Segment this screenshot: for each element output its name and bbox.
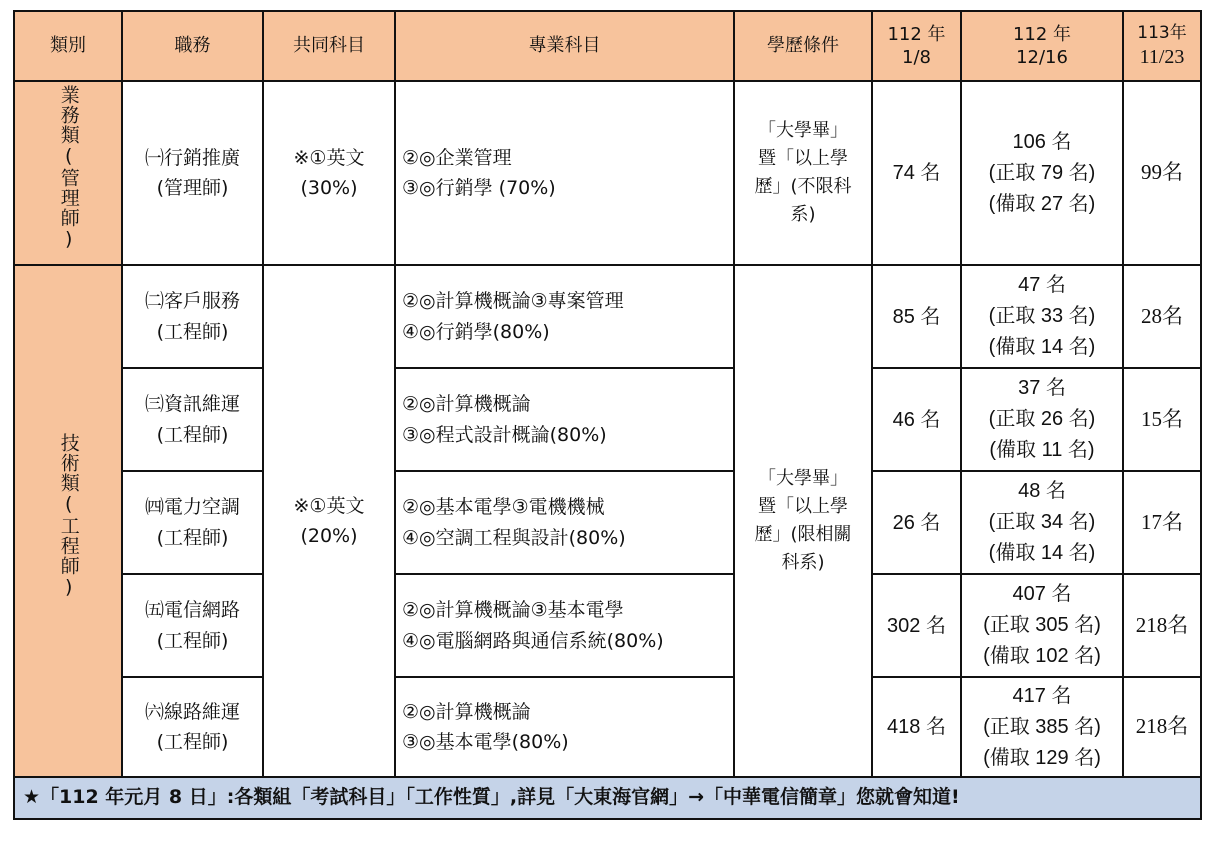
position-cell	[122, 677, 263, 777]
table-row	[14, 471, 1201, 574]
header-112-1216-date: 12/16	[1016, 47, 1068, 68]
position-name: ㈢資訊維運	[144, 393, 240, 416]
professional-line-2: ④◎行銷學(80%)	[402, 320, 550, 343]
count-112-1216-admitted: (正取 385 名)	[983, 715, 1101, 738]
count-112-1216-cell	[961, 677, 1123, 777]
count-113-1123: 17名	[1123, 471, 1201, 574]
header-113-1123-date: 11/23	[1139, 46, 1185, 69]
count-113-1123: 99名	[1123, 81, 1201, 265]
count-112-1216-waitlist: (備取 11 名)	[989, 439, 1095, 461]
category-technical	[14, 265, 122, 777]
position-name: ㈠行銷推廣	[144, 146, 240, 169]
category-technical-label: 技術類(工程師)	[57, 433, 80, 600]
count-112-1216-cell	[961, 81, 1123, 265]
professional-subject-cell	[395, 574, 734, 677]
category-business	[14, 81, 122, 265]
common-subject: ※①英文	[293, 146, 365, 169]
professional-line-1: ②◎計算機概論③專案管理	[402, 290, 624, 313]
count-112-1216-admitted: (正取 26 名)	[988, 408, 1096, 430]
education-line-1: 「大學畢」	[758, 468, 848, 490]
header-113-1123-year: 113年	[1137, 22, 1187, 43]
count-112-1216-total: 106 名	[1012, 130, 1072, 153]
count-112-0108: 46 名	[872, 368, 961, 471]
table-row	[14, 574, 1201, 677]
count-112-1216-cell	[961, 265, 1123, 368]
education-line-4: 系)	[790, 203, 816, 225]
professional-subject-cell	[395, 81, 734, 265]
count-113-1123: 15名	[1123, 368, 1201, 471]
count-112-0108: 418 名	[872, 677, 961, 777]
category-business-label: 業務類(管理師)	[57, 85, 80, 252]
count-112-1216-total: 407 名	[1012, 583, 1072, 605]
professional-line-2: ③◎行銷學 (70%)	[402, 177, 556, 199]
position-title: (工程師)	[156, 731, 229, 753]
common-weight: (20%)	[300, 525, 358, 547]
header-112-1216-year: 112 年	[1012, 23, 1072, 45]
professional-subject-cell	[395, 265, 734, 368]
professional-line-1: ②◎計算機概論	[402, 393, 531, 416]
professional-line-1: ②◎計算機概論	[402, 700, 531, 723]
table-row	[14, 265, 1201, 368]
header-position: 職務	[122, 11, 263, 81]
count-112-1216-waitlist: (備取 27 名)	[988, 192, 1096, 215]
position-title: (管理師)	[156, 177, 229, 199]
position-name: ㈡客戶服務	[144, 290, 240, 313]
header-112-0108	[872, 11, 961, 81]
count-112-1216-waitlist: (備取 14 名)	[988, 336, 1096, 358]
footnote-row	[14, 777, 1201, 819]
common-subject: ※①英文	[293, 494, 365, 517]
professional-subject-cell	[395, 677, 734, 777]
position-name: ㈥線路維運	[144, 700, 240, 723]
header-category: 類別	[14, 11, 122, 81]
header-112-0108-year: 112 年	[887, 23, 946, 45]
count-112-1216-waitlist: (備取 129 名)	[983, 746, 1101, 769]
count-112-1216-waitlist: (備取 102 名)	[983, 645, 1101, 667]
position-name: ㈣電力空調	[144, 496, 240, 519]
count-113-1123: 218名	[1123, 677, 1201, 777]
exam-table	[13, 10, 1202, 820]
education-cell	[734, 81, 872, 265]
position-title: (工程師)	[156, 320, 229, 343]
professional-line-1: ②◎計算機概論③基本電學	[402, 599, 624, 622]
count-112-1216-total: 417 名	[1012, 684, 1072, 707]
count-113-1123: 218名	[1123, 574, 1201, 677]
exam-table-container	[13, 10, 1200, 820]
position-cell	[122, 471, 263, 574]
header-row	[14, 11, 1201, 81]
education-line-4: 科系)	[781, 551, 825, 573]
professional-subject-cell	[395, 368, 734, 471]
position-cell	[122, 574, 263, 677]
footnote: ★「112 年元月 8 日」:各類組「考試科目」「工作性質」,詳見「大東海官網」→「中華電信簡章」您就會知道!	[14, 777, 1201, 819]
count-112-1216-total: 37 名	[1018, 377, 1066, 399]
count-112-1216-waitlist: (備取 14 名)	[988, 542, 1096, 564]
education-line-2: 暨「以上學	[758, 496, 848, 518]
count-112-1216-cell	[961, 471, 1123, 574]
table-row	[14, 368, 1201, 471]
count-112-1216-admitted: (正取 33 名)	[988, 305, 1096, 327]
count-112-0108: 74 名	[872, 81, 961, 265]
professional-line-2: ③◎程式設計概論(80%)	[402, 423, 607, 446]
count-113-1123: 28名	[1123, 265, 1201, 368]
education-line-3: 歷」(不限科	[754, 176, 852, 197]
table-row	[14, 677, 1201, 777]
professional-line-1: ②◎基本電學③電機機械	[402, 496, 605, 519]
professional-line-2: ④◎空調工程與設計(80%)	[402, 526, 626, 549]
technical-education-cell	[734, 265, 872, 777]
position-name: ㈤電信網路	[144, 599, 240, 622]
technical-common-subject-cell	[263, 265, 395, 777]
common-weight: (30%)	[300, 177, 358, 199]
count-112-1216-cell	[961, 574, 1123, 677]
position-cell	[122, 81, 263, 265]
education-line-1: 「大學畢」	[758, 120, 848, 142]
count-112-1216-admitted: (正取 305 名)	[983, 614, 1101, 636]
professional-subject-cell	[395, 471, 734, 574]
professional-line-2: ③◎基本電學(80%)	[402, 731, 569, 753]
professional-line-2: ④◎電腦網路與通信系統(80%)	[402, 629, 664, 652]
header-professional-subject: 專業科目	[395, 11, 734, 81]
count-112-1216-admitted: (正取 79 名)	[988, 161, 1096, 184]
header-113-1123	[1123, 11, 1201, 81]
common-subject-cell	[263, 81, 395, 265]
count-112-0108: 85 名	[872, 265, 961, 368]
position-title: (工程師)	[156, 423, 229, 446]
count-112-1216-admitted: (正取 34 名)	[988, 511, 1096, 533]
header-education: 學歷條件	[734, 11, 872, 81]
header-112-1216	[961, 11, 1123, 81]
count-112-0108: 302 名	[872, 574, 961, 677]
header-common-subject: 共同科目	[263, 11, 395, 81]
professional-line-1: ②◎企業管理	[402, 146, 512, 169]
count-112-1216-cell	[961, 368, 1123, 471]
count-112-1216-total: 48 名	[1018, 480, 1066, 502]
table-row	[14, 81, 1201, 265]
position-title: (工程師)	[156, 526, 229, 549]
count-112-0108: 26 名	[872, 471, 961, 574]
education-line-2: 暨「以上學	[758, 148, 848, 170]
count-112-1216-total: 47 名	[1018, 274, 1066, 296]
header-112-0108-date: 1/8	[902, 47, 931, 68]
position-title: (工程師)	[156, 629, 229, 652]
position-cell	[122, 368, 263, 471]
position-cell	[122, 265, 263, 368]
education-line-3: 歷」(限相關	[754, 524, 852, 545]
